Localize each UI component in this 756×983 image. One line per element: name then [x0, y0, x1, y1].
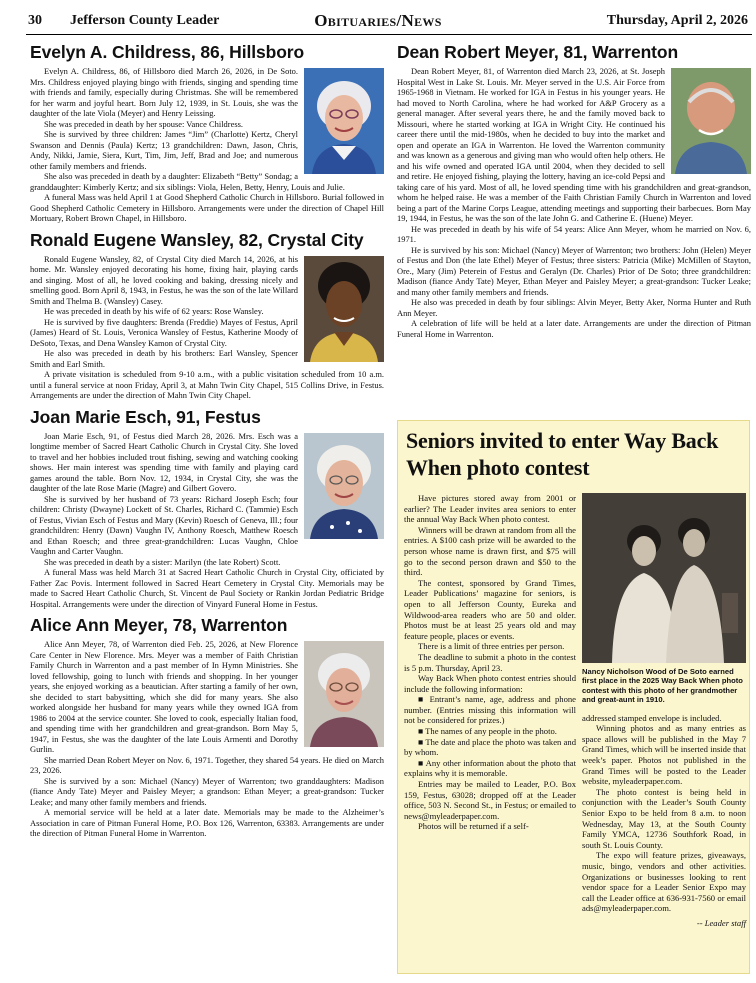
paragraph: ■ Entrant’s name, age, address and phone number. (Entries missing this information will not be considered for prizes.) [404, 694, 576, 726]
paragraph: Winning photos and as many entries as space allows will be published in the May 7 Grand Times, which will be inserted inside that week’s paper. Photos not published in the Grand Times will be posted to the Leader website, myleaderpaper.com. [582, 723, 746, 787]
header-rule [26, 34, 752, 35]
obituary-body [30, 66, 384, 224]
obituary-headline: Dean Robert Meyer, 81, Warrenton [397, 42, 679, 62]
obituary-wansley [30, 230, 384, 401]
paragraph: She was preceded in death by a sister: Marilyn (the late Robert) Scott. [44, 556, 281, 567]
paragraph: He was preceded in death by his wife of 54 years: Alice Ann Meyer, whom he married on Nov. 6, 1971. [397, 223, 751, 244]
portrait-photo [304, 433, 384, 539]
paragraph: ■ The date and place the photo was taken and by whom. [404, 736, 576, 758]
obituary-headline: Joan Marie Esch, 91, Festus [30, 406, 261, 427]
right-column [397, 36, 751, 339]
paragraph: Way Back When photo contest entries should include the following information: [404, 673, 576, 694]
paragraph: She was preceded in death by her spouse: Vance Childress. [44, 118, 244, 129]
obituary-headline: Ronald Eugene Wansley, 82, Crystal City [30, 229, 364, 250]
paragraph: She is survived by three children: James “Jim” (Charlotte) Kertz, Cheryl Swanson and Dennis (Paula) Kertz; 13 grandchildren: Dawn, Jason, Chris, Andy, Nikki, Jamie, Siera, Kurt, Tim, Jim, Jeff, Brad and Joe; and numerous other family members and friends. [30, 129, 298, 171]
paragraph: He is survived by his son: Michael (Nancy) Meyer of Warrenton; two brothers: John (Helen) Meyer of Festus and Don (the late Ethel) Meyer of Festus; three sisters: Patricia (Mike) McMillen of Stayton, Ore., Mary (Jim) Peterein of Festus and Geralyn (Dr. Charles) Prior of De Soto; three grandchildren: Madison (fiance Andy Tate) Meyer, Ethan Meyer and Paisley Meyer; a great-grandson: Tucker Leake; and many other family members and friends. [397, 244, 751, 297]
paragraph: Dean Robert Meyer, 81, of Warrenton died March 23, 2026, at St. Joseph Hospital West in Lake St. Louis. Mr. Meyer served in the U.S. Air Force from 1965-1968 in Vietnam. He worked for IGA in Festus in his younger years. He had moved to North Carolina, where he had worked for A&P Grocery as a general manager. After several years there, he and the family moved back to Missouri, where he started working at IGA in Wright City. He continued his career there until the mid-1980s, when he decided to buy into the market and open and operate an IGA in Warrenton. He loved the Warrenton community and was known as a generous and giving man who would often help others. He and his wife owned and operated IGA until 2004, when they decided to sell and retire. He enjoyed fishing, playing the lottery, having an ice-cold Pepsi and taking care of his yard. Most of all, he loved spending time with his grandchildren and great-grandson, whom he helped raise. He was a member of the Faith Christian Family Church in Warrenton and loved being a part of the Marine Corps League, attending meetings and supporting their barbecues. Born May 19, 1944, in Festus, he was the son of the late John G. and Catherine E. (Huene) Meyer. [397, 66, 751, 223]
promo-column-2 [582, 493, 746, 929]
obituary-body [30, 254, 384, 401]
paragraph: There is a limit of three entries per person. [418, 641, 565, 652]
page-number: 30 [28, 13, 42, 28]
paragraph: Winners will be drawn at random from all the entries. A $100 cash prize will be awarded to the person whose name is drawn first, and $75 will go to the second person drawn and $50 to the third. [404, 524, 576, 578]
obituary-headline: Evelyn A. Childress, 86, Hillsboro [30, 42, 305, 62]
paragraph: He is survived by five daughters: Brenda (Freddie) Mayes of Festus, April (James) Heard of St. Louis, Veronica Wansley of Festus, Katherine Moody of DeSoto, Texas, and Dena Wansley Kamon of Crystal City. [30, 316, 298, 348]
paragraph: ■ Any other information about the photo that explains why it is memorable. [404, 757, 576, 779]
paragraph: A funeral Mass was held April 1 at Good Shepherd Catholic Church in Hillsboro. Burial followed in Good Shepherd Catholic Cemetery in Hillsboro. Arrangements were under the direction of Chapel Hill Mortuary, Robert Brown Chapel, in Hillsboro. [30, 192, 384, 223]
paragraph: Photos will be returned if a self- [418, 821, 529, 832]
obituary-headline: Alice Ann Meyer, 78, Warrenton [30, 615, 288, 635]
issue-date: Thursday, April 2, 2026 [606, 13, 748, 28]
paragraph: Have pictures stored away from 2001 or earlier? The Leader invites area seniors to enter the annual Way Back When photo contest. [404, 493, 576, 525]
paragraph: Alice Ann Meyer, 78, of Warrenton died Feb. 25, 2026, at New Florence Care Center in New Florence. Mrs. Meyer was a member of Faith Christian Family Church in Warrenton and a past member of In Hymn Ministries. She loved fellowship, going to lunch with friends and shopping. In her younger years, she enjoyed working as a beautician. After starting a family of her own, she decided to start babysitting, which she did for many years. She also worked alongside her husband for many years while they owned IGA from 1986 to 2004 at the service counter. She loved to cook, especially Italian food, and spending time with her grandchildren and great-grandson. Born May 5, 1947, in Festus, she was the daughter of the late Louis Armenti and Dorothy Gurlin. [30, 639, 298, 754]
paragraph: Ronald Eugene Wansley, 82, of Crystal City died March 14, 2026, at his home. Mr. Wansley enjoyed decorating his home, fixing hair, playing cards and singing. Most of all, he loved cooking and baking, dressing nicely and smelling good. Born April 8, 1943, in Festus, he was the son of the late Willard Smith and Thelma B. (Wansley) Casey. [30, 253, 298, 306]
paragraph: A celebration of life will be held at a later date. Arrangements are under the direction of Pitman Funeral Home in Warrenton. [397, 318, 751, 339]
paragraph: He also was preceded in death by his brothers: Earl Wansley, Spencer Smith and Earl Smith. [30, 348, 298, 369]
promo-column-1 [404, 493, 576, 832]
paragraph: He also was preceded in death by four siblings: Alvin Meyer, Betty Aker, Norma Hunter and Ruth Ann Meyer. [397, 297, 751, 318]
obituary-body [30, 639, 384, 839]
paragraph: A private visitation is scheduled from 9-10 a.m., with a public visitation scheduled from 10 a.m. until a funeral service at noon Friday, April 3, at Mahn Twin City Chapel, 515 Collins Drive, in Festus. Arrangements are under the direction of Mahn Twin City Chapel. [30, 369, 384, 400]
paragraph: He was preceded in death by his wife of 62 years: Rose Wansley. [44, 306, 264, 316]
paragraph: The contest, sponsored by Grand Times, Leader Publications’ magazine for seniors, is open to all Jefferson County, Eureka and Wildwood-area readers who are 50 and older. Photos must be at least 25 years old and may feature people, places or events. [404, 577, 576, 641]
obituary-body [397, 66, 751, 339]
historic-photo [582, 493, 746, 663]
paragraph: The photo contest is being held in conjunction with the Leader’s South County Senior Expo to be held from 8 a.m. to noon Wednesday, May 13, at the South County Family YMCA, 12736 Southfork Road, in south St. Louis County. [582, 786, 746, 850]
paragraph: The deadline to submit a photo in the contest is 5 p.m. Thursday, April 23. [404, 651, 576, 673]
photo-caption: Nancy Nicholson Wood of De Soto earned first place in the 2025 Way Back When photo contest with this photo of her grandmother and great-aunt in 1910. [582, 667, 743, 705]
paragraph: Evelyn A. Childress, 86, of Hillsboro died March 26, 2026, in De Soto. Mrs. Childress enjoyed playing bingo with friends, singing and spending time with friends and family, especially during Christmas. She will be remembered for her warm and joyful heart. Born July 12, 1939, in St. Louis, she was the daughter of the late Viola (Meyer) and Henry Leissing. [30, 66, 298, 118]
paragraph: The expo will feature prizes, giveaways, music, bingo, vendors and other activities. Organizations or businesses looking to rent vendor space for a Leader Senior Expo may call the Leader office at 636-931-7560 or email ads@myleaderpaper.com. [582, 850, 746, 914]
obituary-dean-meyer [397, 42, 751, 339]
obituary-body [30, 431, 384, 610]
paragraph: ■ The names of any people in the photo. [418, 726, 557, 737]
promo-headline: Seniors invited to enter Way Back When photo contest [406, 428, 719, 480]
section-title: Obituaries/News [314, 11, 442, 30]
obituary-alice-meyer [30, 615, 384, 839]
portrait-photo [304, 256, 384, 362]
paragraph: She married Dean Robert Meyer on Nov. 6, 1971. Together, they shared 54 years. He died on March 23, 2026. [30, 754, 384, 775]
paragraph: She is survived by a son: Michael (Nancy) Meyer of Warrenton; two granddaughters: Madison (fiance Andy Tate) Meyer and Paisley Meyer; a grandson: Ethan Meyer; a great-grandson: Tucker Leake; and many other family members and friends. [30, 775, 384, 807]
paragraph: A memorial service will be held at a later date. Memorials may be made to the Alzheimer’s Association in care of Pitman Funeral Home, P.O. Box 126, Warrenton, 63383. Arrangements are under the direction of Pitman Funeral Home in Warrenton. [30, 807, 384, 838]
paragraph: Joan Marie Esch, 91, of Festus died March 28, 2026. Mrs. Esch was a longtime member of Sacred Heart Catholic Church in Crystal City. She loved to travel and her hobbies included trout fishing, sewing and watching cooking shows. Her main interest was spending time with family and playing card games around the table. Born Nov. 12, 1934, in Crystal City, she was the daughter of the late Rose Marie (Magre) and Gilbert Govero. [30, 430, 298, 493]
byline: -- Leader staff [696, 917, 746, 928]
paragraph: She is survived by her husband of 73 years: Richard Joseph Esch; four children: Christy (Dwayne) Lockett of St. Charles, Richard C. (Tammie) Esch of Festus, Vivian Esch of Festus and Mary (Kevin) Roesch of Geneva, Ill.; four grandchildren: Henry (Dawn) Vaughn IV, Anthony Roesch, Matthew Roesch and Ethan Roesch; and three great-grandchildren: Lucas Vaughn, Chloe Vaughn and Carter Vaughn. [30, 493, 298, 556]
paragraph: A funeral Mass was held March 31 at Sacred Heart Catholic Church in Crystal City, officiated by Father Zac Povis. Interment followed in Sacred Heart Cemetery in Crystal City. Memorials may be made to Sacred Heart Catholic Church, St. Vincent de Paul Society or Rankin Jordan Pediatric Bridge Hospital. Arrangements were under the direction of Vinyard Funeral Home in Festus. [30, 567, 384, 609]
portrait-photo [304, 68, 384, 174]
portrait-photo [671, 68, 751, 174]
page-header [0, 0, 756, 34]
paragraph: She also was preceded in death by a daughter: Elizabeth “Betty” Sondag; a granddaughter: Kimberly Kertz; and six siblings: Viola, Helen, Betty, Henry, Louis and Julie. [30, 171, 345, 192]
left-column [30, 36, 384, 839]
paragraph: Entries may be mailed to Leader, P.O. Box 159, Festus, 63028; dropped off at the Leader office, 503 N. Second St., in Festus; or emailed to news@myleaderpaper.com. [404, 779, 576, 821]
obituary-esch [30, 407, 384, 610]
promo-column-2-text [582, 713, 746, 929]
obituary-childress [30, 42, 384, 224]
publication-name: Jefferson County Leader [70, 13, 220, 28]
portrait-photo [304, 641, 384, 747]
paragraph: addressed stamped envelope is included. [582, 712, 722, 723]
photo-contest-box [397, 420, 750, 974]
